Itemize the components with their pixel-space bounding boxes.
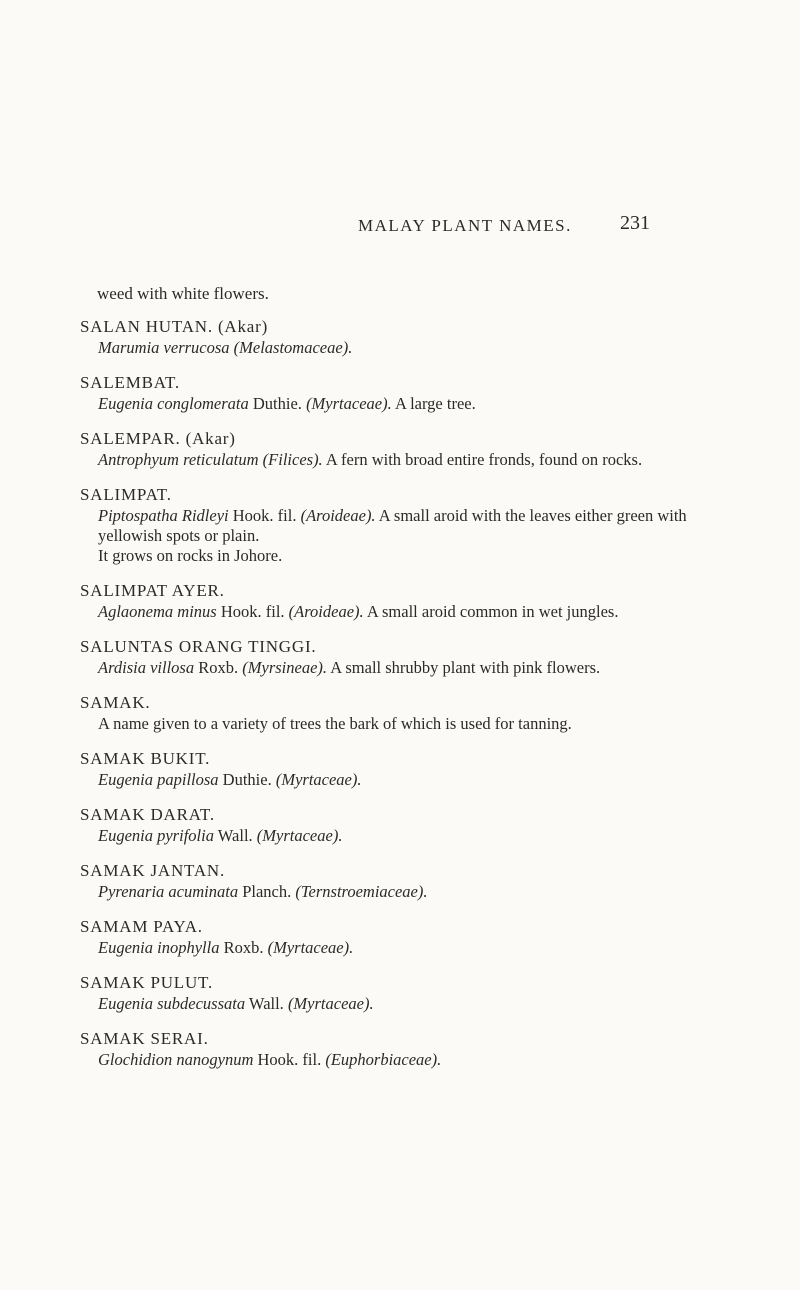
- family-name: (Myrtaceae).: [287, 994, 374, 1013]
- headword: SAMAK JANTAN.: [80, 861, 226, 880]
- authority: Roxb.: [194, 658, 243, 677]
- plain-description: A name given to a variety of trees the bark of which is used for tanning.: [98, 714, 572, 733]
- species-name: Eugenia subdecussata: [98, 994, 246, 1013]
- entry-description: [80, 826, 720, 846]
- authority: Planch.: [238, 882, 296, 901]
- entry: [80, 428, 720, 470]
- species-name: Eugenia papillosa: [98, 770, 219, 789]
- entry-description: [80, 506, 720, 566]
- family-name: (Ternstroemiaceae).: [295, 882, 428, 901]
- entry: [80, 804, 720, 846]
- authority: Wall.: [245, 994, 288, 1013]
- entry: [80, 1028, 720, 1070]
- note: A large tree.: [391, 394, 476, 413]
- headword: SAMAK BUKIT.: [80, 749, 211, 768]
- entry: [80, 692, 720, 734]
- note: A small aroid with the leaves either green with yellowish spots or plain.: [98, 506, 687, 545]
- page-number: 231: [620, 212, 650, 234]
- entry: [80, 372, 720, 414]
- species-name: Eugenia pyrifolia: [98, 826, 214, 845]
- note: A small aroid common in wet jungles.: [363, 602, 619, 621]
- headword: SALIMPAT AYER.: [80, 581, 225, 600]
- entry: [80, 484, 720, 566]
- continued-text: weed with white flowers.: [97, 284, 269, 303]
- entry-description: [80, 658, 720, 678]
- species-name: Eugenia inophylla: [98, 938, 220, 957]
- family-name: (Myrtaceae).: [267, 938, 354, 957]
- authority: Hook. fil.: [253, 1050, 326, 1069]
- family-name: (Aroideae).: [288, 602, 364, 621]
- note-continued: It grows on rocks in Johore.: [98, 546, 283, 565]
- family-name: (Myrsineae).: [242, 658, 328, 677]
- family-name: (Myrtaceae).: [306, 394, 392, 413]
- species-name: Antrophyum reticulatum: [98, 450, 259, 469]
- entry-description: [80, 1050, 720, 1070]
- headword: SAMAK DARAT.: [80, 805, 215, 824]
- species-name: Glochidion nanogynum: [98, 1050, 254, 1069]
- headword: SALEMPAR. (Akar): [80, 429, 236, 448]
- entry-description: [80, 938, 720, 958]
- species-name: Eugenia conglomerata: [98, 394, 249, 413]
- entry: [80, 972, 720, 1014]
- note: A fern with broad entire fronds, found on rocks.: [322, 450, 643, 469]
- authority: Duthie.: [248, 394, 307, 413]
- entry-description: [80, 394, 720, 414]
- entry-description: [80, 770, 720, 790]
- family-name: (Melastomaceae).: [233, 338, 353, 357]
- entry-list: [80, 316, 720, 1084]
- note: A small shrubby plant with pink flowers.: [327, 658, 601, 677]
- page-header: [0, 212, 800, 246]
- authority: Hook. fil.: [216, 602, 289, 621]
- species-name: Aglaonema minus: [98, 602, 217, 621]
- entry-description: [80, 602, 720, 622]
- headword: SAMAK SERAI.: [80, 1029, 209, 1048]
- entry-description: [80, 714, 720, 734]
- entry: [80, 748, 720, 790]
- headword: SAMAM PAYA.: [80, 917, 203, 936]
- family-name: (Euphorbiaceae).: [325, 1050, 442, 1069]
- species-name: Ardisia villosa: [98, 658, 195, 677]
- headword: SALIMPAT.: [80, 485, 172, 504]
- authority: Roxb.: [219, 938, 268, 957]
- entry: [80, 636, 720, 678]
- running-title: MALAY PLANT NAMES.: [358, 216, 572, 235]
- entry-description: [80, 338, 720, 358]
- headword: SALEMBAT.: [80, 373, 180, 392]
- headword: SAMAK PULUT.: [80, 973, 214, 992]
- entry: [80, 316, 720, 358]
- authority: Hook. fil.: [228, 506, 301, 525]
- authority: Duthie.: [218, 770, 276, 789]
- species-name: Marumia verrucosa: [98, 338, 230, 357]
- headword: SAMAK.: [80, 693, 151, 712]
- entry-description: [80, 994, 720, 1014]
- entry: [80, 860, 720, 902]
- species-name: Piptospatha Ridleyi: [98, 506, 229, 525]
- headword: SALAN HUTAN. (Akar): [80, 317, 269, 336]
- species-name: Pyrenaria acuminata: [98, 882, 239, 901]
- family-name: (Myrtaceae).: [256, 826, 343, 845]
- entry-description: [80, 450, 720, 470]
- entry: [80, 580, 720, 622]
- entry-description: [80, 882, 720, 902]
- entry: [80, 916, 720, 958]
- family-name: (Filices).: [262, 450, 323, 469]
- family-name: (Myrtaceae).: [275, 770, 362, 789]
- family-name: (Aroideae).: [300, 506, 376, 525]
- headword: SALUNTAS ORANG TINGGI.: [80, 637, 317, 656]
- authority: Wall.: [213, 826, 257, 845]
